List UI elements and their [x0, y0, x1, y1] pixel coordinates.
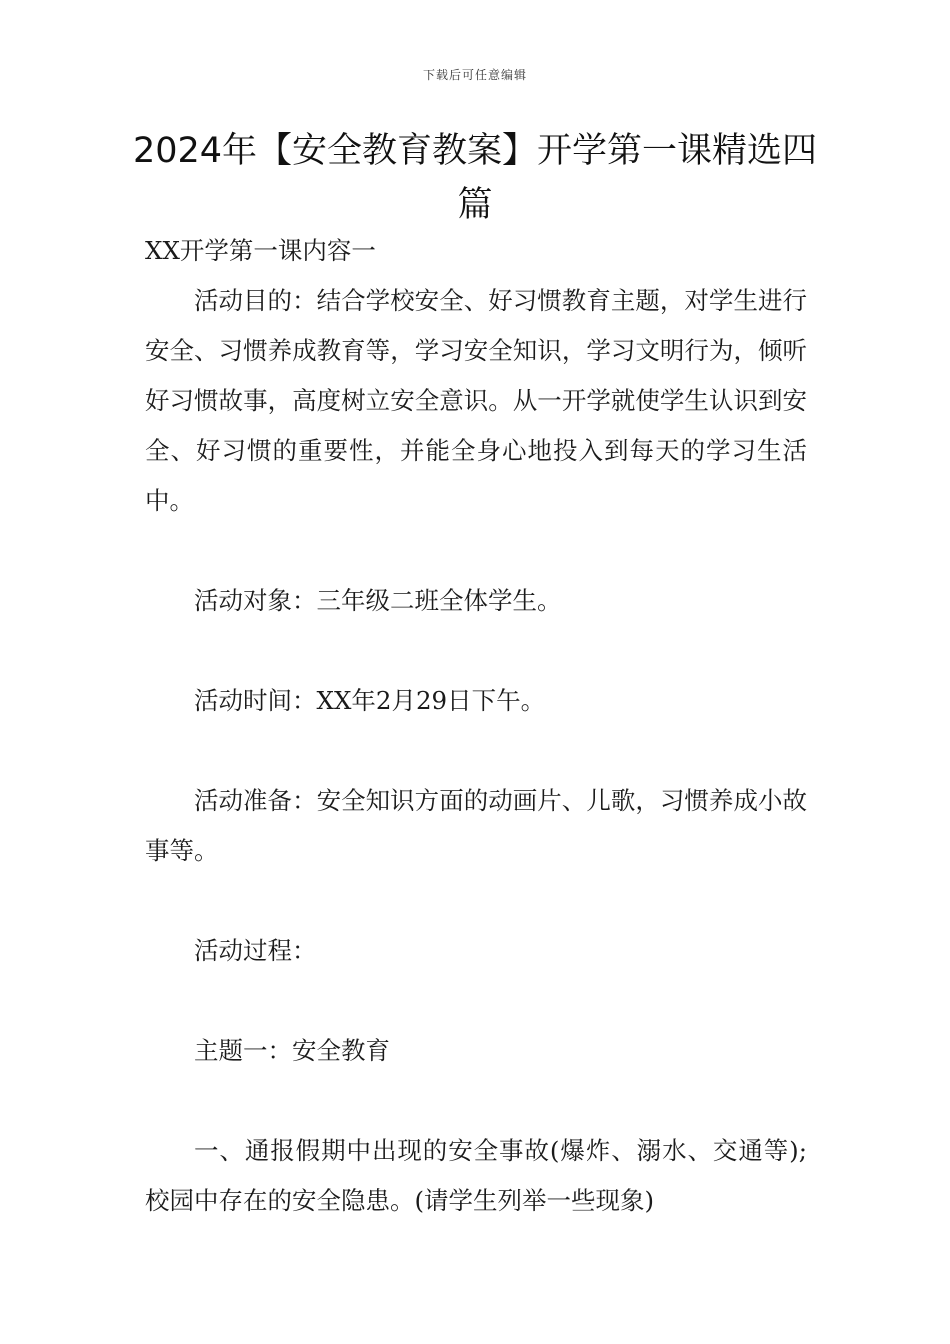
paragraph-target: 活动对象：三年级二班全体学生。	[194, 586, 562, 615]
section-heading: XX开学第一课内容一	[145, 236, 376, 265]
paragraph-preparation: 活动准备：安全知识方面的动画片、儿歌，习惯养成小故事等。	[145, 786, 807, 865]
paragraph-process: 活动过程：	[194, 936, 317, 965]
paragraph-item-one: 一、通报假期中出现的安全事故(爆炸、溺水、交通等);校园中存在的安全隐患。(请学生列举一些现象)	[145, 1136, 807, 1215]
header-note: 下载后可任意编辑	[422, 68, 527, 82]
paragraph-time: 活动时间：XX年2月29日下午。	[194, 686, 546, 715]
paragraph-theme-one: 主题一：安全教育	[194, 1036, 390, 1065]
paragraph-purpose: 活动目的：结合学校安全、好习惯教育主题，对学生进行安全、习惯养成教育等，学习安全知识，学习文明行为，倾听好习惯故事，高度树立安全意识。从一开学就使学生认识到安全、好习惯的重要性，并能全身心地投入到每天的学习生活中。	[145, 286, 807, 515]
document-body	[145, 226, 807, 1226]
document-title: 2024年【安全教育教案】开学第一课精选四篇	[132, 131, 818, 225]
